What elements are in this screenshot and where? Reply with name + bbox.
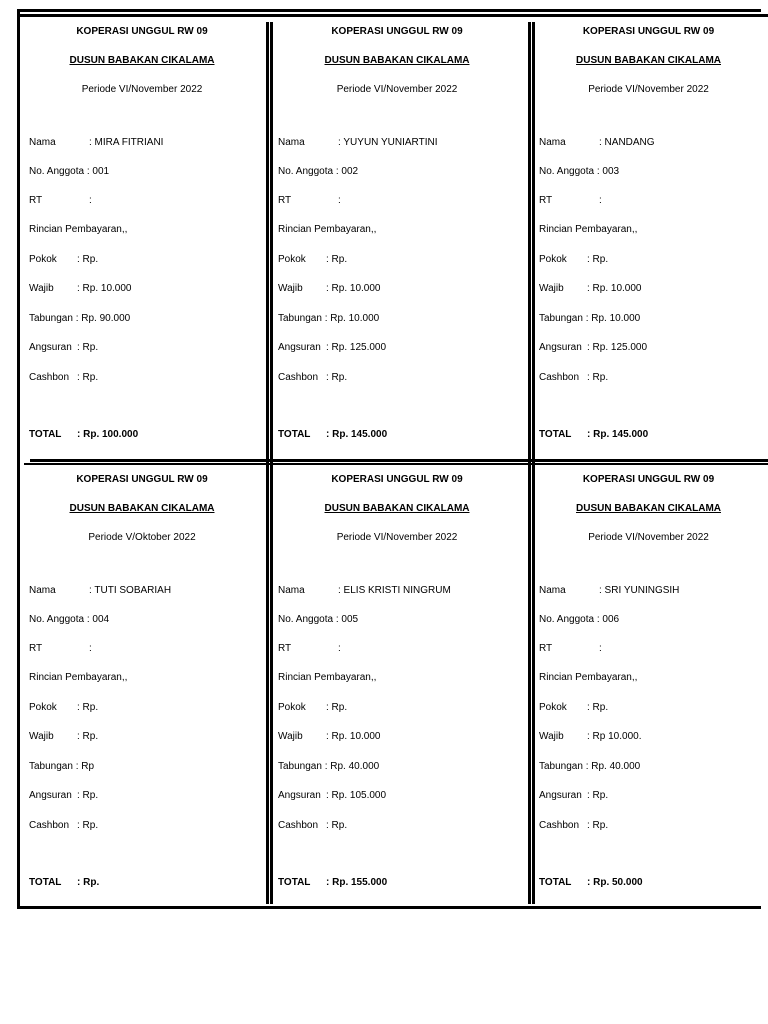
total-value: : Rp. 145.000 [326, 429, 388, 440]
tabungan-row [29, 313, 130, 324]
angsuran-value: : Rp. 125.000 [326, 342, 387, 353]
cashbon-row [29, 372, 98, 383]
angsuran-row [539, 790, 608, 801]
anggota-row [278, 614, 358, 625]
receipt-card-4 [19, 464, 265, 904]
rt-row [29, 195, 92, 206]
wajib-value: : Rp. 10.000 [326, 283, 381, 294]
receipt-card-1 [19, 16, 265, 456]
nama-label: Nama [539, 137, 566, 148]
total-row [278, 429, 387, 440]
anggota-row [539, 614, 619, 625]
dusun-name: DUSUN BABAKAN CIKALAMA [324, 55, 470, 66]
rincian-heading: Rincian Pembayaran,, [29, 224, 128, 235]
nama-value: : SRI YUNINGSIH [599, 585, 680, 596]
org-name: KOPERASI UNGGUL RW 09 [76, 26, 208, 37]
periode: Periode VI/November 2022 [336, 532, 458, 543]
pokok-value: : Rp. [77, 702, 99, 713]
rt-value: : [338, 643, 341, 654]
total-label: TOTAL [278, 877, 311, 888]
wajib-value: : Rp. 10.000 [326, 731, 381, 742]
nama-value: : MIRA FITRIANI [89, 137, 164, 148]
angsuran-label: Angsuran [278, 342, 321, 353]
pokok-label: Pokok [29, 702, 57, 713]
pokok-row [278, 254, 347, 265]
wajib-row [539, 731, 641, 742]
nama-row [29, 137, 163, 148]
anggota-row [29, 166, 109, 177]
anggota-value: : 003 [596, 166, 620, 177]
rt-label: RT [278, 195, 292, 206]
total-value: : Rp. 100.000 [77, 429, 139, 440]
wajib-value: : Rp. [77, 731, 99, 742]
angsuran-value: : Rp. 125.000 [587, 342, 648, 353]
nama-row [539, 585, 679, 596]
cashbon-label: Cashbon [539, 372, 580, 383]
anggota-label: No. Anggota [29, 166, 85, 177]
tabungan-row [29, 761, 94, 772]
cashbon-label: Cashbon [278, 372, 319, 383]
rt-label: RT [29, 643, 43, 654]
total-value: : Rp. 50.000 [587, 877, 643, 888]
org-name: KOPERASI UNGGUL RW 09 [331, 26, 463, 37]
receipt-card-5 [268, 464, 526, 904]
angsuran-label: Angsuran [278, 790, 321, 801]
nama-row [539, 137, 655, 148]
anggota-label: No. Anggota [278, 166, 334, 177]
anggota-label: No. Anggota [539, 166, 595, 177]
total-row [29, 877, 99, 888]
dusun-name: DUSUN BABAKAN CIKALAMA [324, 503, 470, 514]
nama-value: : ELIS KRISTI NINGRUM [338, 585, 451, 596]
anggota-row [278, 166, 358, 177]
wajib-row [539, 283, 641, 294]
rt-label: RT [278, 643, 292, 654]
tabungan-value: : Rp. 40.000 [585, 761, 641, 772]
tabungan-value: : Rp. 90.000 [75, 313, 131, 324]
rincian-heading: Rincian Pembayaran,, [278, 224, 377, 235]
nama-value: : YUYUN YUNIARTINI [338, 137, 438, 148]
org-name: KOPERASI UNGGUL RW 09 [582, 26, 715, 37]
total-label: TOTAL [539, 877, 572, 888]
receipt-card-2 [268, 16, 526, 456]
anggota-row [29, 614, 109, 625]
tabungan-row [278, 313, 379, 324]
pokok-label: Pokok [29, 254, 57, 265]
periode: Periode VI/November 2022 [588, 84, 709, 95]
wajib-label: Wajib [278, 283, 303, 294]
rt-row [29, 643, 92, 654]
anggota-label: No. Anggota [29, 614, 85, 625]
anggota-value: : 005 [335, 614, 359, 625]
cashbon-label: Cashbon [278, 820, 319, 831]
tabungan-value: : Rp [75, 761, 95, 772]
rt-value: : [599, 195, 602, 206]
pokok-value: : Rp. [587, 702, 609, 713]
rt-row [278, 643, 341, 654]
anggota-value: : 006 [596, 614, 620, 625]
cashbon-row [539, 820, 608, 831]
total-row [278, 877, 387, 888]
wajib-label: Wajib [29, 283, 54, 294]
wajib-row [278, 283, 380, 294]
rt-value: : [89, 643, 92, 654]
pokok-label: Pokok [539, 702, 567, 713]
pokok-value: : Rp. [587, 254, 609, 265]
cashbon-label: Cashbon [29, 372, 70, 383]
dusun-name: DUSUN BABAKAN CIKALAMA [69, 55, 215, 66]
angsuran-row [278, 790, 386, 801]
total-label: TOTAL [278, 429, 311, 440]
nama-value: : TUTI SOBARIAH [89, 585, 172, 596]
wajib-label: Wajib [539, 283, 564, 294]
angsuran-label: Angsuran [539, 342, 582, 353]
dusun-name: DUSUN BABAKAN CIKALAMA [576, 55, 721, 66]
total-value: : Rp. 145.000 [587, 429, 649, 440]
tabungan-label: Tabungan [29, 313, 73, 324]
total-value: : Rp. [77, 877, 100, 888]
angsuran-value: : Rp. [77, 790, 99, 801]
pokok-row [539, 254, 608, 265]
wajib-row [29, 283, 131, 294]
total-row [29, 429, 138, 440]
anggota-value: : 004 [86, 614, 110, 625]
org-name: KOPERASI UNGGUL RW 09 [582, 474, 715, 485]
tabungan-value: : Rp. 40.000 [324, 761, 380, 772]
pokok-value: : Rp. [77, 254, 99, 265]
cashbon-value: : Rp. [587, 372, 609, 383]
anggota-row [539, 166, 619, 177]
nama-row [278, 585, 451, 596]
cashbon-label: Cashbon [29, 820, 70, 831]
wajib-value: : Rp. 10.000 [587, 283, 642, 294]
wajib-row [29, 731, 98, 742]
total-label: TOTAL [539, 429, 572, 440]
rt-value: : [338, 195, 341, 206]
cashbon-value: : Rp. [587, 820, 609, 831]
rt-label: RT [29, 195, 43, 206]
total-label: TOTAL [29, 877, 62, 888]
anggota-label: No. Anggota [539, 614, 595, 625]
anggota-label: No. Anggota [278, 614, 334, 625]
anggota-value: : 002 [335, 166, 359, 177]
rt-label: RT [539, 195, 553, 206]
cashbon-label: Cashbon [539, 820, 580, 831]
dusun-name: DUSUN BABAKAN CIKALAMA [69, 503, 215, 514]
pokok-value: : Rp. [326, 702, 348, 713]
cashbon-value: : Rp. [326, 820, 348, 831]
total-row [539, 877, 643, 888]
dusun-name: DUSUN BABAKAN CIKALAMA [576, 503, 721, 514]
total-row [539, 429, 648, 440]
pokok-label: Pokok [278, 254, 306, 265]
pokok-row [29, 702, 98, 713]
angsuran-label: Angsuran [539, 790, 582, 801]
angsuran-row [539, 342, 647, 353]
rt-row [278, 195, 341, 206]
angsuran-value: : Rp. [587, 790, 609, 801]
rincian-heading: Rincian Pembayaran,, [539, 672, 638, 683]
wajib-value: : Rp. 10.000 [77, 283, 132, 294]
angsuran-row [29, 790, 98, 801]
org-name: KOPERASI UNGGUL RW 09 [331, 474, 463, 485]
angsuran-row [278, 342, 386, 353]
cashbon-value: : Rp. [326, 372, 348, 383]
tabungan-row [539, 761, 640, 772]
tabungan-row [539, 313, 640, 324]
periode: Periode VI/November 2022 [588, 532, 709, 543]
pokok-row [29, 254, 98, 265]
tabungan-label: Tabungan [278, 761, 322, 772]
rincian-heading: Rincian Pembayaran,, [29, 672, 128, 683]
nama-label: Nama [278, 585, 305, 596]
anggota-value: : 001 [86, 166, 110, 177]
cashbon-row [278, 820, 347, 831]
periode: Periode VI/November 2022 [336, 84, 458, 95]
angsuran-label: Angsuran [29, 342, 72, 353]
wajib-label: Wajib [539, 731, 564, 742]
receipt-card-6 [529, 464, 768, 904]
wajib-value: : Rp 10.000. [587, 731, 642, 742]
total-label: TOTAL [29, 429, 62, 440]
nama-label: Nama [29, 585, 56, 596]
cashbon-row [29, 820, 98, 831]
rincian-heading: Rincian Pembayaran,, [539, 224, 638, 235]
nama-label: Nama [539, 585, 566, 596]
tabungan-value: : Rp. 10.000 [585, 313, 641, 324]
cashbon-row [278, 372, 347, 383]
pokok-value: : Rp. [326, 254, 348, 265]
rt-value: : [89, 195, 92, 206]
tabungan-row [278, 761, 379, 772]
pokok-row [278, 702, 347, 713]
tabungan-label: Tabungan [539, 313, 583, 324]
rt-value: : [599, 643, 602, 654]
nama-value: : NANDANG [599, 137, 655, 148]
angsuran-row [29, 342, 98, 353]
rt-label: RT [539, 643, 553, 654]
cashbon-value: : Rp. [77, 372, 99, 383]
angsuran-label: Angsuran [29, 790, 72, 801]
wajib-label: Wajib [29, 731, 54, 742]
periode: Periode VI/November 2022 [81, 84, 203, 95]
pokok-label: Pokok [539, 254, 567, 265]
nama-row [278, 137, 437, 148]
middle-separator [30, 459, 768, 462]
angsuran-value: : Rp. 105.000 [326, 790, 387, 801]
wajib-label: Wajib [278, 731, 303, 742]
cashbon-row [539, 372, 608, 383]
rt-row [539, 195, 602, 206]
nama-label: Nama [29, 137, 56, 148]
receipt-card-3 [529, 16, 768, 456]
tabungan-label: Tabungan [29, 761, 73, 772]
wajib-row [278, 731, 380, 742]
pokok-label: Pokok [278, 702, 306, 713]
nama-row [29, 585, 171, 596]
total-value: : Rp. 155.000 [326, 877, 388, 888]
angsuran-value: : Rp. [77, 342, 99, 353]
cashbon-value: : Rp. [77, 820, 99, 831]
org-name: KOPERASI UNGGUL RW 09 [76, 474, 208, 485]
tabungan-value: : Rp. 10.000 [324, 313, 380, 324]
periode: Periode V/Oktober 2022 [88, 532, 196, 543]
nama-label: Nama [278, 137, 305, 148]
tabungan-label: Tabungan [539, 761, 583, 772]
rt-row [539, 643, 602, 654]
pokok-row [539, 702, 608, 713]
rincian-heading: Rincian Pembayaran,, [278, 672, 377, 683]
tabungan-label: Tabungan [278, 313, 322, 324]
